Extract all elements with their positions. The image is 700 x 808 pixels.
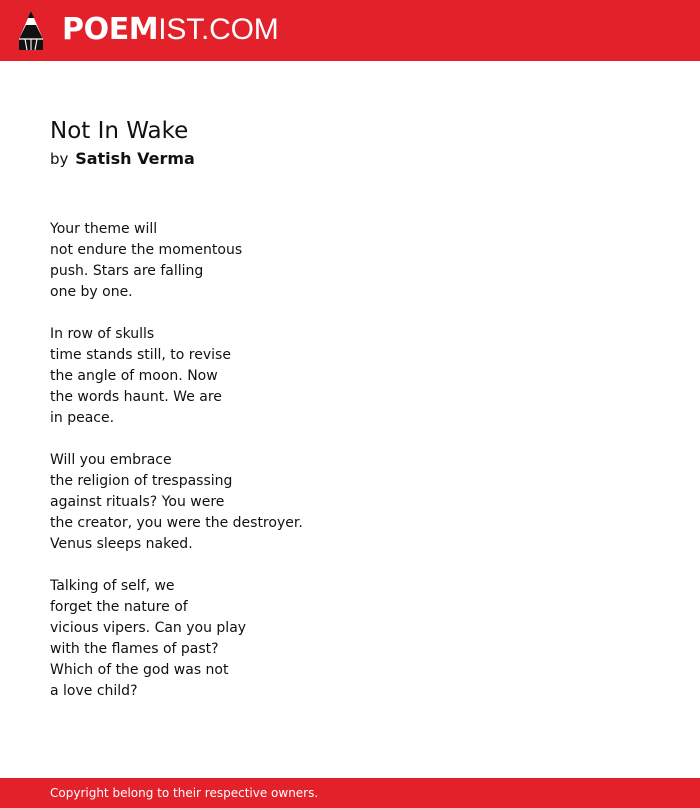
pencil-tip-icon[interactable] — [17, 9, 45, 51]
poem-line: the creator, you were the destroyer. — [50, 515, 303, 531]
author-name: Satish Verma — [75, 149, 195, 168]
poem-line: a love child? — [50, 683, 138, 699]
poem-line: forget the nature of — [50, 599, 188, 615]
site-logo[interactable] — [62, 12, 279, 48]
site-footer — [0, 778, 700, 808]
logo-light-text: IST.COM — [158, 13, 279, 46]
stanza-4 — [50, 576, 470, 702]
poem-line: time stands still, to revise — [50, 347, 231, 363]
poem-line: Your theme will — [50, 221, 158, 237]
poem-line: Venus sleeps naked. — [50, 536, 193, 552]
poem-line: In row of skulls — [50, 326, 155, 342]
poem-line: vicious vipers. Can you play — [50, 620, 247, 636]
copyright-text: Copyright belong to their respective owners. — [50, 786, 319, 800]
poem-line: the words haunt. We are — [50, 389, 222, 405]
logo-strong-text: POEM — [62, 12, 159, 47]
poem-title: Not In Wake — [50, 118, 189, 144]
poem-line: with the flames of past? — [50, 641, 219, 657]
stanza-1 — [50, 219, 470, 303]
poem-line: in peace. — [50, 410, 115, 426]
poem-line: the religion of trespassing — [50, 473, 233, 489]
poem-line: the angle of moon. Now — [50, 368, 218, 384]
poem-line: push. Stars are falling — [50, 263, 204, 279]
poem-line: Talking of self, we — [50, 578, 175, 594]
poem-line: Will you embrace — [50, 452, 172, 468]
poem-body — [50, 219, 470, 723]
stanza-3 — [50, 450, 470, 555]
site-header — [0, 0, 700, 61]
stanza-2 — [50, 324, 470, 429]
poem-line: one by one. — [50, 284, 133, 300]
poem-byline — [50, 148, 195, 170]
by-label: by — [50, 150, 69, 168]
poem-line: not endure the momentous — [50, 242, 243, 258]
poem-line: Which of the god was not — [50, 662, 229, 678]
poem-line: against rituals? You were — [50, 494, 225, 510]
